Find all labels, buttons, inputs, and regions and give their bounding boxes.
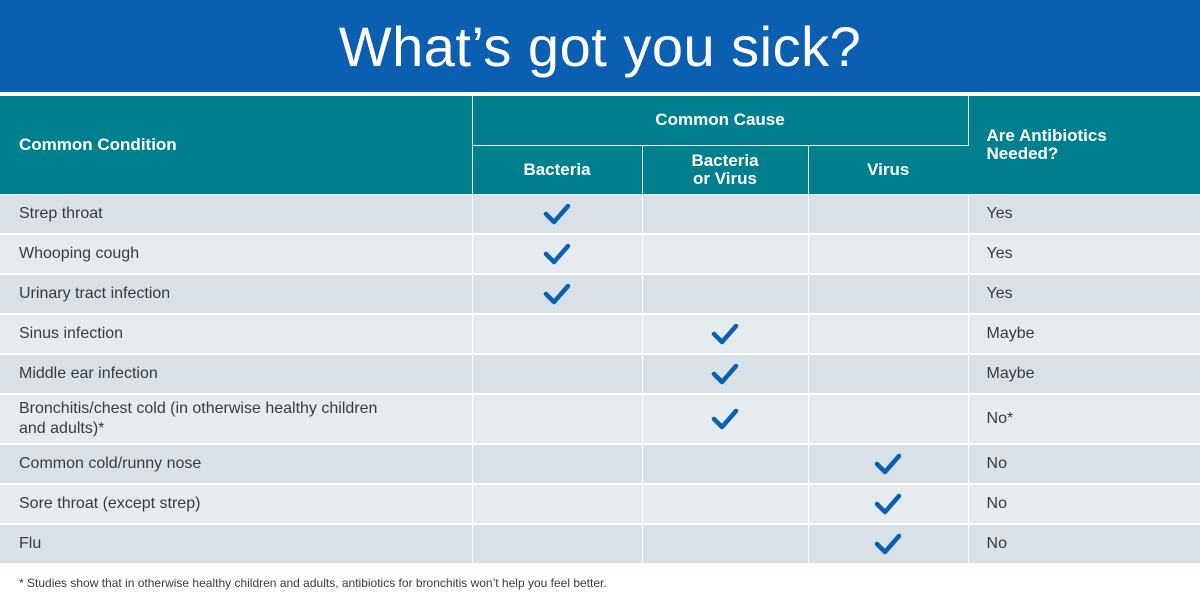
antibiotics-needed-cell: Yes <box>968 234 1200 274</box>
bacteria-cell <box>472 234 642 274</box>
bacteria-or-virus-cell <box>642 394 808 444</box>
antibiotics-needed-cell: No <box>968 524 1200 564</box>
checkmark-icon <box>711 407 739 431</box>
checkmark-icon <box>543 202 571 226</box>
checkmark-icon <box>543 242 571 266</box>
bacteria-cell <box>472 444 642 484</box>
table-row <box>0 274 1200 314</box>
bacteria-cell <box>472 484 642 524</box>
bacteria-or-virus-cell <box>642 524 808 564</box>
condition-line1: Bronchitis/chest cold (in otherwise healthy children <box>19 400 378 417</box>
table-row <box>0 444 1200 484</box>
bacteria-or-virus-cell <box>642 444 808 484</box>
bacteria-cell <box>472 394 642 444</box>
bacteria-or-virus-cell <box>642 234 808 274</box>
virus-cell <box>808 484 968 524</box>
table-row <box>0 354 1200 394</box>
footnote: * Studies show that in otherwise healthy children and adults, antibiotics for bronchitis won’t help you feel better. <box>0 566 1200 600</box>
header-bacteria-or-virus <box>642 145 808 194</box>
bacteria-cell <box>472 274 642 314</box>
antibiotics-needed-cell: No <box>968 444 1200 484</box>
condition-cell: Sinus infection <box>0 314 472 354</box>
antibiotics-needed-cell: Yes <box>968 274 1200 314</box>
virus-cell <box>808 234 968 274</box>
title-banner <box>0 0 1200 92</box>
condition-cell: Middle ear infection <box>0 354 472 394</box>
virus-cell <box>808 444 968 484</box>
conditions-table <box>0 96 1200 565</box>
bacteria-cell <box>472 194 642 234</box>
condition-cell: Common cold/runny nose <box>0 444 472 484</box>
virus-cell <box>808 354 968 394</box>
header-antibiotics-line1: Are Antibiotics <box>986 125 1107 145</box>
condition-cell: Whooping cough <box>0 234 472 274</box>
antibiotics-needed-cell: No* <box>968 394 1200 444</box>
antibiotics-needed-cell: Yes <box>968 194 1200 234</box>
checkmark-icon <box>543 282 571 306</box>
bacteria-or-virus-cell <box>642 354 808 394</box>
antibiotics-needed-cell: Maybe <box>968 314 1200 354</box>
condition-cell: Urinary tract infection <box>0 274 472 314</box>
table-row <box>0 194 1200 234</box>
bacteria-or-virus-cell <box>642 314 808 354</box>
virus-cell <box>808 194 968 234</box>
header-antibiotics-line2: Needed? <box>986 143 1059 163</box>
virus-cell <box>808 394 968 444</box>
bacteria-or-virus-cell <box>642 274 808 314</box>
checkmark-icon <box>711 362 739 386</box>
condition-cell: Sore throat (except strep) <box>0 484 472 524</box>
condition-cell: Strep throat <box>0 194 472 234</box>
condition-line2: and adults)* <box>19 420 105 437</box>
checkmark-icon <box>874 452 902 476</box>
header-common-condition: Common Condition <box>0 96 472 194</box>
table-row <box>0 524 1200 564</box>
table-row <box>0 484 1200 524</box>
header-bacteria: Bacteria <box>472 145 642 194</box>
virus-cell <box>808 314 968 354</box>
header-bacteria-or-virus-line1: Bacteria <box>691 150 759 170</box>
checkmark-icon <box>711 322 739 346</box>
virus-cell <box>808 524 968 564</box>
table-row <box>0 314 1200 354</box>
table-row <box>0 394 1200 444</box>
bacteria-or-virus-cell <box>642 194 808 234</box>
bacteria-cell <box>472 524 642 564</box>
table-row <box>0 234 1200 274</box>
condition-cell: Flu <box>0 524 472 564</box>
page-title: What’s got you sick? <box>338 14 862 78</box>
checkmark-icon <box>874 532 902 556</box>
antibiotics-needed-cell: Maybe <box>968 354 1200 394</box>
header-common-cause: Common Cause <box>472 96 968 145</box>
antibiotics-needed-cell: No <box>968 484 1200 524</box>
header-bacteria-or-virus-line2: or Virus <box>693 168 757 188</box>
header-virus: Virus <box>808 145 968 194</box>
virus-cell <box>808 274 968 314</box>
bacteria-cell <box>472 354 642 394</box>
bacteria-or-virus-cell <box>642 484 808 524</box>
bacteria-cell <box>472 314 642 354</box>
header-antibiotics-needed <box>968 96 1200 194</box>
condition-cell <box>0 394 472 444</box>
checkmark-icon <box>874 492 902 516</box>
